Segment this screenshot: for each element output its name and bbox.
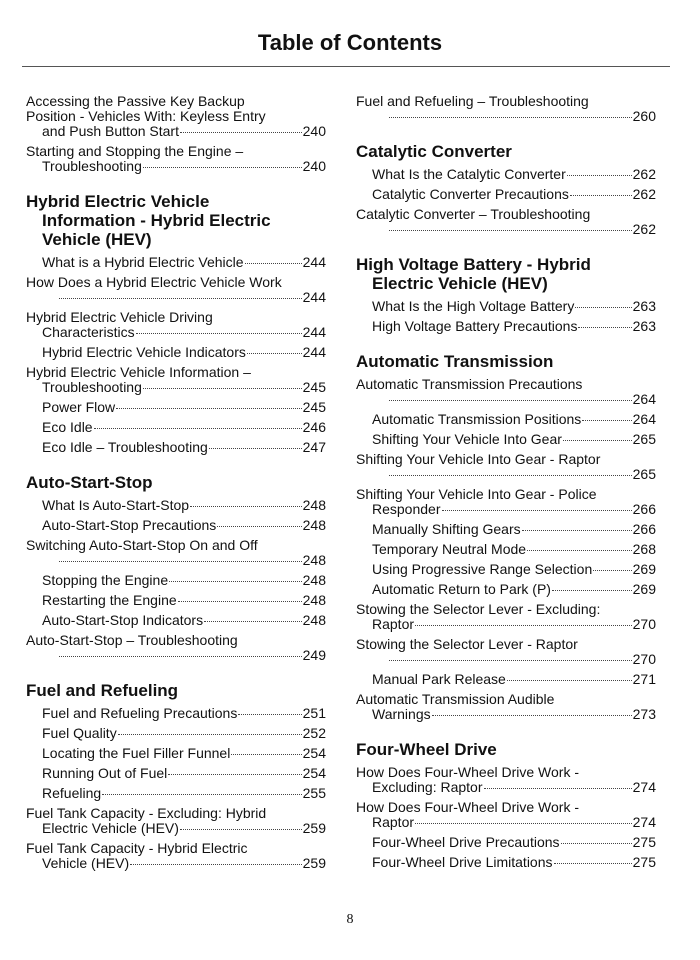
- page-ref: 248: [302, 572, 326, 588]
- section-heading: [356, 255, 656, 293]
- page-ref: 270: [632, 616, 656, 632]
- dot-leader: [143, 167, 302, 168]
- page-ref: 275: [632, 834, 656, 850]
- page-ref: 248: [302, 612, 326, 628]
- toc-entry-title: Hybrid Electric Vehicle Indicators: [42, 344, 246, 360]
- dot-leader: [578, 327, 631, 328]
- toc-entry-title: Restarting the Engine: [42, 592, 177, 608]
- toc-entry[interactable]: [26, 255, 326, 270]
- toc-entry-title: Automatic Transmission Audible: [356, 691, 555, 707]
- toc-entry-title: Characteristics: [42, 324, 135, 340]
- toc-entry-title: High Voltage Battery Precautions: [372, 318, 578, 334]
- toc-entry[interactable]: [26, 518, 326, 533]
- dot-leader: [169, 581, 302, 582]
- toc-entry-title: Troubleshooting: [42, 379, 142, 395]
- page-ref: 262: [632, 186, 656, 202]
- section-heading-text: Catalytic Converter: [356, 142, 512, 161]
- dot-leader: [582, 420, 631, 421]
- section-heading-text: Fuel and Refueling: [26, 681, 179, 700]
- section-heading: [356, 142, 656, 161]
- toc-entry[interactable]: [26, 766, 326, 781]
- dot-leader: [389, 230, 632, 231]
- toc-entry[interactable]: [356, 207, 656, 237]
- toc-entry[interactable]: [356, 672, 656, 687]
- page-ref: 268: [632, 541, 656, 557]
- toc-entry-title: Warnings: [372, 706, 431, 722]
- page-ref: 266: [632, 501, 656, 517]
- page-ref: 247: [302, 439, 326, 455]
- dot-leader: [245, 263, 302, 264]
- toc-entry-title: Eco Idle: [42, 419, 93, 435]
- dot-leader: [118, 734, 302, 735]
- toc-entry[interactable]: [356, 602, 656, 632]
- toc-entry-title: Electric Vehicle (HEV): [42, 820, 179, 836]
- toc-entry[interactable]: [26, 593, 326, 608]
- toc-entry-title: Stopping the Engine: [42, 572, 169, 588]
- page-ref: 244: [302, 344, 326, 360]
- dot-leader: [143, 388, 302, 389]
- toc-entry-title: Hybrid Electric Vehicle Driving: [26, 309, 213, 325]
- page-ref: 259: [302, 855, 326, 871]
- toc-entry[interactable]: [26, 746, 326, 761]
- dot-leader: [238, 714, 301, 715]
- toc-entry[interactable]: [26, 806, 326, 836]
- toc-entry-title: Temporary Neutral Mode: [372, 541, 527, 557]
- page-ref: 262: [632, 166, 656, 182]
- toc-entry-title: Excluding: Raptor: [372, 779, 483, 795]
- toc-entry-title: Catalytic Converter Precautions: [372, 186, 569, 202]
- dot-leader: [59, 561, 302, 562]
- page-ref: 265: [632, 466, 656, 482]
- page-ref: 240: [302, 158, 326, 174]
- section-heading-text: High Voltage Battery - Hybrid: [356, 255, 591, 274]
- toc-entry[interactable]: [26, 498, 326, 513]
- dot-leader: [507, 680, 632, 681]
- toc-entry[interactable]: [26, 538, 326, 568]
- toc-entry[interactable]: [356, 692, 656, 722]
- dot-leader: [522, 530, 632, 531]
- toc-entry-title: What is a Hybrid Electric Vehicle: [42, 254, 244, 270]
- toc-entry-title: How Does Four-Wheel Drive Work -: [356, 764, 580, 780]
- toc-entry-title: Catalytic Converter – Troubleshooting: [356, 206, 591, 222]
- page-number: 8: [346, 912, 354, 927]
- toc-entry-title: Auto-Start-Stop – Troubleshooting: [26, 632, 238, 648]
- toc-entry-title: Fuel Tank Capacity - Hybrid Electric: [26, 840, 248, 856]
- dot-leader: [116, 408, 302, 409]
- toc-entry[interactable]: [26, 144, 326, 174]
- toc-entry[interactable]: [26, 345, 326, 360]
- page-ref: 255: [302, 785, 326, 801]
- toc-entry-title: Raptor: [372, 616, 415, 632]
- toc-entry-title: Four-Wheel Drive Precautions: [372, 834, 560, 850]
- toc-entry[interactable]: [26, 573, 326, 588]
- dot-leader: [567, 175, 632, 176]
- page-ref: 266: [632, 521, 656, 537]
- toc-entry-title: Stowing the Selector Lever - Raptor: [356, 636, 578, 652]
- page-ref: 254: [302, 745, 326, 761]
- page-ref: 248: [302, 517, 326, 533]
- page-title: Table of Contents: [257, 30, 443, 55]
- toc-entry[interactable]: [26, 726, 326, 741]
- dot-leader: [415, 625, 632, 626]
- toc-entry[interactable]: [356, 542, 656, 557]
- toc-entry-title: Automatic Return to Park (P): [372, 581, 551, 597]
- toc-entry-title: Automatic Transmission Precautions: [356, 376, 583, 392]
- dot-leader: [389, 660, 632, 661]
- toc-entry[interactable]: [356, 487, 656, 517]
- toc-entry-title: Position - Vehicles With: Keyless Entry: [26, 108, 266, 124]
- toc-entry-title: Raptor: [372, 814, 415, 830]
- dot-leader: [432, 715, 632, 716]
- toc-entry-title: Shifting Your Vehicle Into Gear: [372, 431, 562, 447]
- toc-entry-title: Shifting Your Vehicle Into Gear - Raptor: [356, 451, 601, 467]
- toc-entry[interactable]: [356, 452, 656, 482]
- page-ref: 269: [632, 561, 656, 577]
- section-heading-text: Electric Vehicle (HEV): [372, 274, 548, 293]
- toc-entry-title: Hybrid Electric Vehicle Information –: [26, 364, 251, 380]
- section-heading-text: Automatic Transmission: [356, 352, 554, 371]
- toc-entry[interactable]: [26, 633, 326, 663]
- toc-entry[interactable]: [26, 94, 326, 139]
- toc-entry[interactable]: [356, 637, 656, 667]
- dot-leader: [575, 307, 631, 308]
- page-ref: 264: [632, 411, 656, 427]
- toc-entry-title: Automatic Transmission Positions: [372, 411, 582, 427]
- page-ref: 259: [302, 820, 326, 836]
- dot-leader: [59, 298, 302, 299]
- page-ref: 263: [632, 318, 656, 334]
- dot-leader: [593, 570, 631, 571]
- toc-entry-title: Troubleshooting: [42, 158, 142, 174]
- dot-leader: [102, 794, 301, 795]
- page-ref: 275: [632, 854, 656, 870]
- dot-leader: [484, 788, 632, 789]
- section-heading-text: Four-Wheel Drive: [356, 740, 497, 759]
- page-ref: 245: [302, 379, 326, 395]
- section-heading: [26, 681, 326, 700]
- toc-entry-title: Starting and Stopping the Engine –: [26, 143, 244, 159]
- toc-entry[interactable]: [26, 400, 326, 415]
- page-ref: 264: [632, 391, 656, 407]
- section-heading-text: Information - Hybrid Electric: [42, 211, 271, 230]
- section-heading: [26, 192, 326, 249]
- page-ref: 246: [302, 419, 326, 435]
- dot-leader: [178, 601, 302, 602]
- page-ref: 248: [302, 592, 326, 608]
- toc-entry[interactable]: [26, 310, 326, 340]
- page-ref: 269: [632, 581, 656, 597]
- section-heading: [356, 352, 656, 371]
- toc-entry[interactable]: [356, 522, 656, 537]
- page-ref: 274: [632, 814, 656, 830]
- dot-leader: [247, 353, 302, 354]
- toc-entry-title: Power Flow: [42, 399, 116, 415]
- section-heading-text: Hybrid Electric Vehicle: [26, 192, 210, 211]
- toc-entry[interactable]: [356, 432, 656, 447]
- toc-entry[interactable]: [356, 187, 656, 202]
- section-heading: [26, 473, 326, 492]
- toc-entry-title: Fuel and Refueling – Troubleshooting: [356, 93, 589, 109]
- page-ref: 251: [302, 705, 326, 721]
- toc-entry-title: Eco Idle – Troubleshooting: [42, 439, 208, 455]
- dot-leader: [554, 863, 632, 864]
- section-heading-text: Vehicle (HEV): [42, 230, 152, 249]
- toc-entry[interactable]: [356, 562, 656, 577]
- dot-leader: [130, 864, 301, 865]
- page-ref: 260: [632, 108, 656, 124]
- page-ref: 245: [302, 399, 326, 415]
- toc-entry[interactable]: [356, 835, 656, 850]
- toc-entry[interactable]: [26, 841, 326, 871]
- dot-leader: [561, 843, 632, 844]
- toc-entry-title: What Is the High Voltage Battery: [372, 298, 575, 314]
- toc-entry-title: Auto-Start-Stop Indicators: [42, 612, 204, 628]
- dot-leader: [180, 132, 302, 133]
- toc-entry-title: Fuel and Refueling Precautions: [42, 705, 238, 721]
- page-ref: 244: [302, 254, 326, 270]
- dot-leader: [180, 829, 302, 830]
- toc-entry[interactable]: [356, 167, 656, 182]
- toc-entry[interactable]: [356, 94, 656, 124]
- toc-entry[interactable]: [26, 420, 326, 435]
- toc-entry[interactable]: [356, 800, 656, 830]
- section-heading-text: Auto-Start-Stop: [26, 473, 153, 492]
- dot-leader: [217, 526, 301, 527]
- toc-entry[interactable]: [356, 855, 656, 870]
- page-ref: 262: [632, 221, 656, 237]
- toc-entry-title: Four-Wheel Drive Limitations: [372, 854, 553, 870]
- section-heading: [356, 740, 656, 759]
- toc-entry-title: and Push Button Start: [42, 123, 179, 139]
- toc-entry-title: Refueling: [42, 785, 102, 801]
- dot-leader: [389, 475, 632, 476]
- page-ref: 244: [302, 289, 326, 305]
- page-ref: 248: [302, 497, 326, 513]
- dot-leader: [552, 590, 632, 591]
- dot-leader: [231, 754, 301, 755]
- toc-entry-title: Locating the Fuel Filler Funnel: [42, 745, 231, 761]
- toc-entry[interactable]: [356, 765, 656, 795]
- dot-leader: [389, 400, 632, 401]
- toc-right-column: [356, 94, 656, 875]
- toc-entry-title: How Does a Hybrid Electric Vehicle Work: [26, 274, 282, 290]
- toc-entry-title: Auto-Start-Stop Precautions: [42, 517, 217, 533]
- toc-entry[interactable]: [356, 299, 656, 314]
- toc-entry-title: Stowing the Selector Lever - Excluding:: [356, 601, 601, 617]
- toc-entry-title: Shifting Your Vehicle Into Gear - Police: [356, 486, 597, 502]
- page-ref: 271: [632, 671, 656, 687]
- title-divider: [22, 66, 670, 67]
- dot-leader: [415, 823, 632, 824]
- dot-leader: [389, 117, 632, 118]
- page-ref: 254: [302, 765, 326, 781]
- page-ref: 252: [302, 725, 326, 741]
- toc-left-column: [26, 94, 326, 876]
- toc-entry[interactable]: [356, 412, 656, 427]
- page-ref: 240: [302, 123, 326, 139]
- dot-leader: [94, 428, 302, 429]
- dot-leader: [168, 774, 301, 775]
- page-ref: 249: [302, 647, 326, 663]
- page-ref: 270: [632, 651, 656, 667]
- toc-entry-title: How Does Four-Wheel Drive Work -: [356, 799, 580, 815]
- page-ref: 273: [632, 706, 656, 722]
- toc-entry[interactable]: [356, 582, 656, 597]
- toc-entry-title: Vehicle (HEV): [42, 855, 130, 871]
- toc-entry[interactable]: [26, 440, 326, 455]
- toc-entry-title: Accessing the Passive Key Backup: [26, 93, 245, 109]
- dot-leader: [442, 510, 632, 511]
- toc-entry-title: Switching Auto-Start-Stop On and Off: [26, 537, 258, 553]
- page-ref: 263: [632, 298, 656, 314]
- toc-entry-title: Manually Shifting Gears: [372, 521, 521, 537]
- dot-leader: [136, 333, 302, 334]
- toc-entry[interactable]: [26, 613, 326, 628]
- page-ref: 244: [302, 324, 326, 340]
- dot-leader: [59, 656, 302, 657]
- toc-entry[interactable]: [26, 275, 326, 305]
- dot-leader: [204, 621, 302, 622]
- dot-leader: [563, 440, 632, 441]
- toc-entry-title: Fuel Tank Capacity - Excluding: Hybrid: [26, 805, 267, 821]
- dot-leader: [190, 506, 302, 507]
- dot-leader: [527, 550, 632, 551]
- toc-entry[interactable]: [356, 319, 656, 334]
- dot-leader: [570, 195, 632, 196]
- toc-entry-title: Manual Park Release: [372, 671, 506, 687]
- toc-entry[interactable]: [26, 786, 326, 801]
- toc-entry[interactable]: [356, 377, 656, 407]
- page-ref: 248: [302, 552, 326, 568]
- page-ref: 265: [632, 431, 656, 447]
- toc-entry-title: Responder: [372, 501, 441, 517]
- dot-leader: [209, 448, 302, 449]
- toc-entry-title: Fuel Quality: [42, 725, 117, 741]
- toc-entry[interactable]: [26, 365, 326, 395]
- toc-entry-title: Running Out of Fuel: [42, 765, 168, 781]
- page-ref: 274: [632, 779, 656, 795]
- toc-entry[interactable]: [26, 706, 326, 721]
- toc-entry-title: What Is Auto-Start-Stop: [42, 497, 190, 513]
- toc-entry-title: What Is the Catalytic Converter: [372, 166, 566, 182]
- toc-entry-title: Using Progressive Range Selection: [372, 561, 593, 577]
